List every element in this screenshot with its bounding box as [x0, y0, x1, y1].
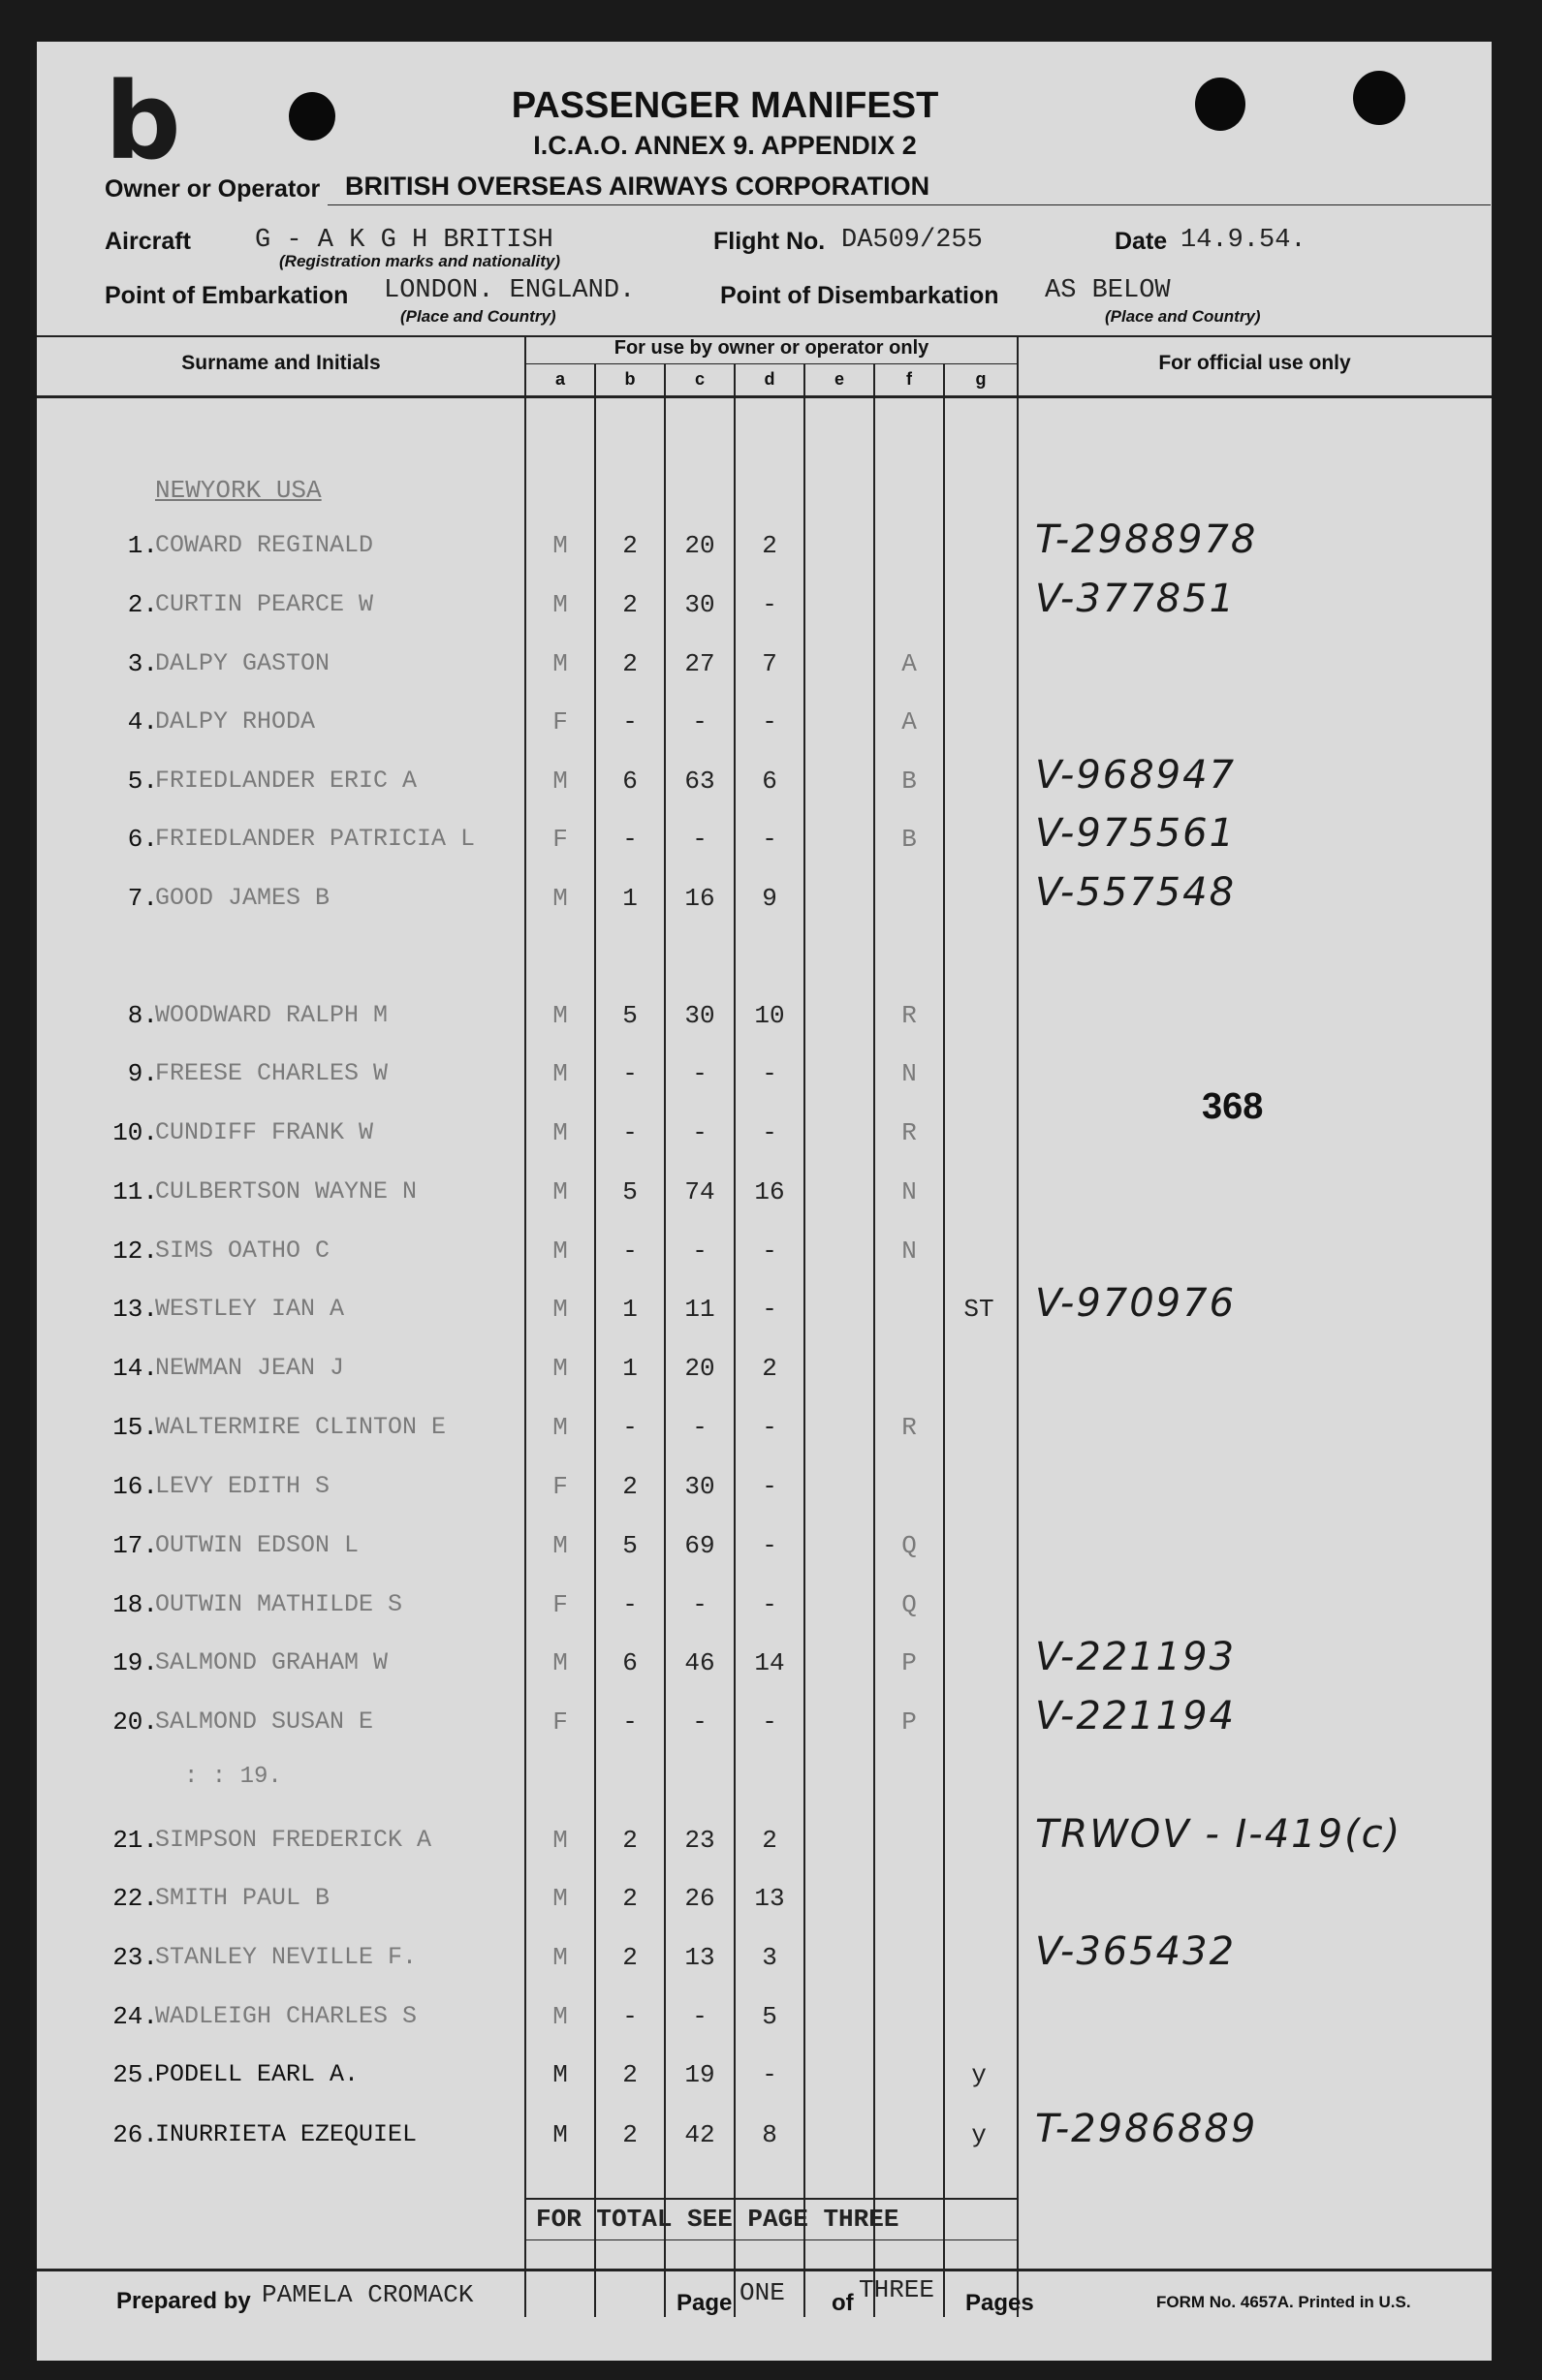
cell-a: M — [552, 649, 568, 678]
cell-a: M — [552, 1354, 568, 1383]
cell-c: 27 — [684, 649, 715, 678]
cell-f: B — [901, 825, 917, 854]
cell-f: R — [901, 1413, 917, 1442]
prepared-value: PAMELA CROMACK — [262, 2280, 474, 2309]
cell-d: - — [762, 825, 777, 854]
col-line-official — [1017, 335, 1019, 2317]
cell-b: 1 — [622, 1295, 638, 1324]
cell-a: M — [552, 767, 568, 796]
cell-d: - — [762, 1413, 777, 1442]
passenger-name: NEWMAN JEAN J — [155, 1354, 345, 1382]
pages-label: Pages — [965, 2290, 1034, 2316]
row-number: 15. — [112, 1413, 158, 1442]
cell-b: 2 — [622, 590, 638, 619]
cell-f: Q — [901, 1590, 917, 1619]
cell-a: F — [552, 707, 568, 736]
form-label: FORM No. 4657A. Printed in U.S. — [1156, 2293, 1411, 2311]
embark-value: LONDON. ENGLAND. — [384, 276, 636, 305]
passenger-name: CURTIN PEARCE W — [155, 590, 374, 618]
passenger-name: CUNDIFF FRANK W — [155, 1118, 374, 1146]
cell-a: M — [552, 2120, 568, 2149]
cell-a: M — [552, 1943, 568, 1972]
cell-d: - — [762, 1295, 777, 1324]
page-label: Page — [677, 2290, 733, 2316]
punch-hole-right — [1353, 71, 1405, 125]
page-value: ONE — [740, 2278, 785, 2307]
date-value: 14.9.54. — [1180, 226, 1306, 255]
cell-b: - — [622, 1118, 638, 1147]
cell-b: 2 — [622, 2060, 638, 2089]
cell-f: P — [901, 1648, 917, 1677]
cell-b: 2 — [622, 531, 638, 560]
cell-a: M — [552, 1648, 568, 1677]
cell-d: 8 — [762, 2120, 777, 2149]
row-number: 11. — [112, 1177, 158, 1206]
cell-c: 46 — [684, 1648, 715, 1677]
col-group-header: For use by owner or operator only — [614, 337, 929, 359]
cell-f: A — [901, 649, 917, 678]
disembark-note: (Place and Country) — [1105, 307, 1261, 326]
disembark-label: Point of Disembarkation — [720, 282, 999, 309]
cell-d: 10 — [754, 1001, 785, 1030]
sub-col-g: g — [975, 369, 987, 389]
cell-c: 20 — [684, 1354, 715, 1383]
row-number: 6. — [127, 825, 158, 854]
row-number: 19. — [112, 1648, 158, 1677]
cell-c: - — [692, 1413, 708, 1442]
cell-b: 2 — [622, 649, 638, 678]
passenger-name: DALPY RHODA — [155, 707, 316, 736]
cell-g: y — [971, 2060, 987, 2089]
cell-c: - — [692, 1707, 708, 1737]
cell-d: - — [762, 1707, 777, 1737]
cell-a: M — [552, 1059, 568, 1088]
cell-b: 2 — [622, 1472, 638, 1501]
cell-b: 6 — [622, 767, 638, 796]
midline-note: : : 19. — [184, 1764, 282, 1790]
cell-a: M — [552, 1237, 568, 1266]
aircraft-value: G - A K G H BRITISH — [255, 226, 553, 255]
embark-note: (Place and Country) — [400, 307, 556, 326]
cell-d: - — [762, 590, 777, 619]
passenger-name: WESTLEY IAN A — [155, 1295, 345, 1323]
row-number: 25. — [112, 2060, 158, 2089]
row-number: 5. — [127, 767, 158, 796]
row-number: 26. — [112, 2120, 158, 2149]
cell-c: - — [692, 707, 708, 736]
cell-b: 5 — [622, 1001, 638, 1030]
cell-d: 9 — [762, 884, 777, 913]
cell-b: - — [622, 2002, 638, 2031]
cell-d: - — [762, 1472, 777, 1501]
passenger-name: PODELL EARL A. — [155, 2060, 360, 2088]
cell-d: - — [762, 1118, 777, 1147]
cell-a: M — [552, 590, 568, 619]
cell-d: 5 — [762, 2002, 777, 2031]
total-note: FOR TOTAL SEE PAGE THREE — [536, 2205, 899, 2234]
cell-b: - — [622, 1590, 638, 1619]
aircraft-label: Aircraft — [105, 228, 191, 255]
cell-c: 13 — [684, 1943, 715, 1972]
passenger-name: DALPY GASTON — [155, 649, 330, 677]
row-number: 2. — [127, 590, 158, 619]
row-number: 13. — [112, 1295, 158, 1324]
cell-d: - — [762, 1531, 777, 1560]
cell-c: 30 — [684, 1472, 715, 1501]
sub-col-b: b — [624, 369, 636, 389]
passenger-name: GOOD JAMES B — [155, 884, 330, 912]
cell-d: - — [762, 2060, 777, 2089]
passenger-name: COWARD REGINALD — [155, 531, 374, 559]
cell-b: - — [622, 1707, 638, 1737]
cell-d: - — [762, 1059, 777, 1088]
cell-c: 26 — [684, 1884, 715, 1913]
cell-b: 5 — [622, 1531, 638, 1560]
cell-a: M — [552, 1295, 568, 1324]
cell-b: 6 — [622, 1648, 638, 1677]
passenger-name: SIMS OATHO C — [155, 1237, 330, 1265]
flight-value: DA509/255 — [841, 226, 983, 255]
col-official-header: For official use only — [1158, 352, 1351, 374]
cell-f: N — [901, 1177, 917, 1206]
row-number: 20. — [112, 1707, 158, 1737]
table-header-bottom — [37, 395, 1492, 398]
row-number: 7. — [127, 884, 158, 913]
row-number: 9. — [127, 1059, 158, 1088]
sub-col-e: e — [834, 369, 844, 389]
cell-a: M — [552, 884, 568, 913]
flight-label: Flight No. — [713, 228, 826, 255]
cell-d: 2 — [762, 1826, 777, 1855]
row-number: 23. — [112, 1943, 158, 1972]
row-number: 8. — [127, 1001, 158, 1030]
cell-b: - — [622, 1059, 638, 1088]
row-number: 18. — [112, 1590, 158, 1619]
official-entry: V-968947 — [1035, 753, 1237, 798]
row-number: 3. — [127, 649, 158, 678]
cell-a: F — [552, 1472, 568, 1501]
cell-d: - — [762, 1590, 777, 1619]
cell-f: A — [901, 707, 917, 736]
footer-top-border — [37, 2269, 1492, 2271]
cell-b: 2 — [622, 1826, 638, 1855]
cell-a: M — [552, 1118, 568, 1147]
cell-a: M — [552, 2060, 568, 2089]
passenger-name: FRIEDLANDER ERIC A — [155, 767, 418, 795]
passenger-name: SIMPSON FREDERICK A — [155, 1826, 432, 1854]
cell-a: M — [552, 1531, 568, 1560]
cell-c: - — [692, 1059, 708, 1088]
cell-c: 69 — [684, 1531, 715, 1560]
cell-a: M — [552, 531, 568, 560]
official-entry: T-2988978 — [1035, 517, 1258, 562]
sub-col-d: d — [764, 369, 775, 389]
cell-d: - — [762, 1237, 777, 1266]
cell-a: M — [552, 2002, 568, 2031]
cell-f: B — [901, 767, 917, 796]
cell-b: 1 — [622, 1354, 638, 1383]
cell-f: R — [901, 1001, 917, 1030]
cell-a: M — [552, 1826, 568, 1855]
row-number: 16. — [112, 1472, 158, 1501]
official-entry: V-221194 — [1035, 1694, 1237, 1738]
cell-b: - — [622, 1237, 638, 1266]
page-subtitle: I.C.A.O. ANNEX 9. APPENDIX 2 — [533, 131, 917, 160]
row-number: 10. — [112, 1118, 158, 1147]
col-line-g — [943, 364, 945, 2317]
sub-col-c: c — [694, 369, 705, 389]
cell-b: 2 — [622, 2120, 638, 2149]
cell-b: 2 — [622, 1884, 638, 1913]
owner-underline — [328, 204, 1491, 205]
passenger-name: FREESE CHARLES W — [155, 1059, 389, 1087]
passenger-name: SALMOND SUSAN E — [155, 1707, 374, 1736]
cell-f: N — [901, 1059, 917, 1088]
sub-col-f: f — [906, 369, 912, 389]
passenger-name: WADLEIGH CHARLES S — [155, 2002, 418, 2030]
cell-c: 11 — [684, 1295, 715, 1324]
total-bottom-line — [525, 2239, 1018, 2240]
aircraft-note: (Registration marks and nationality) — [279, 252, 560, 270]
col-line-e — [803, 364, 805, 2317]
official-entry: V-975561 — [1035, 811, 1237, 856]
cell-a: M — [552, 1001, 568, 1030]
corner-mark: b — [105, 59, 181, 183]
cell-c: 30 — [684, 1001, 715, 1030]
owner-label: Owner or Operator — [105, 175, 321, 203]
stamp-number: 368 — [1202, 1086, 1264, 1127]
cell-a: F — [552, 1590, 568, 1619]
cell-a: F — [552, 1707, 568, 1737]
section-label: NEWYORK USA — [155, 476, 322, 505]
cell-c: 63 — [684, 767, 715, 796]
row-number: 12. — [112, 1237, 158, 1266]
cell-c: 19 — [684, 2060, 715, 2089]
cell-c: 16 — [684, 884, 715, 913]
row-number: 1. — [127, 531, 158, 560]
cell-c: - — [692, 1237, 708, 1266]
cell-d: - — [762, 707, 777, 736]
page-title: PASSENGER MANIFEST — [511, 85, 939, 126]
manifest-page — [37, 42, 1492, 2361]
cell-f: P — [901, 1707, 917, 1737]
cell-a: M — [552, 1413, 568, 1442]
cell-d: 7 — [762, 649, 777, 678]
cell-a: F — [552, 825, 568, 854]
cell-d: 6 — [762, 767, 777, 796]
cell-g: y — [971, 2120, 987, 2149]
sub-col-a: a — [554, 369, 565, 389]
row-number: 4. — [127, 707, 158, 736]
cell-c: - — [692, 2002, 708, 2031]
cell-c: 42 — [684, 2120, 715, 2149]
row-number: 21. — [112, 1826, 158, 1855]
cell-b: 5 — [622, 1177, 638, 1206]
row-number: 24. — [112, 2002, 158, 2031]
passenger-name: WOODWARD RALPH M — [155, 1001, 389, 1029]
cell-b: - — [622, 1413, 638, 1442]
official-entry: V-377851 — [1035, 577, 1237, 621]
cell-a: M — [552, 1884, 568, 1913]
cell-g: ST — [963, 1295, 994, 1324]
date-label: Date — [1115, 228, 1168, 255]
passenger-name: SALMOND GRAHAM W — [155, 1648, 389, 1676]
cell-c: 30 — [684, 590, 715, 619]
official-entry: TRWOV - I-419(c) — [1035, 1812, 1402, 1857]
owner-value: BRITISH OVERSEAS AIRWAYS CORPORATION — [345, 172, 930, 201]
cell-b: - — [622, 707, 638, 736]
passenger-name: OUTWIN EDSON L — [155, 1531, 360, 1559]
official-entry: V-970976 — [1035, 1281, 1237, 1326]
official-entry: V-221193 — [1035, 1635, 1237, 1679]
disembark-value: AS BELOW — [1045, 276, 1171, 305]
of-label: of — [832, 2290, 854, 2316]
cell-c: 23 — [684, 1826, 715, 1855]
row-number: 14. — [112, 1354, 158, 1383]
passenger-name: INURRIETA EZEQUIEL — [155, 2120, 418, 2148]
cell-a: M — [552, 1177, 568, 1206]
prepared-label: Prepared by — [116, 2288, 251, 2314]
cell-d: 3 — [762, 1943, 777, 1972]
passenger-name: FRIEDLANDER PATRICIA L — [155, 825, 476, 853]
cell-d: 16 — [754, 1177, 785, 1206]
row-number: 22. — [112, 1884, 158, 1913]
punch-hole-left — [289, 92, 335, 141]
cell-c: 20 — [684, 531, 715, 560]
cell-b: 2 — [622, 1943, 638, 1972]
cell-c: - — [692, 825, 708, 854]
official-entry: V-557548 — [1035, 870, 1237, 915]
official-entry: T-2986889 — [1035, 2107, 1258, 2151]
cell-f: N — [901, 1237, 917, 1266]
col-name-header: Surname and Initials — [181, 352, 381, 374]
passenger-name: CULBERTSON WAYNE N — [155, 1177, 418, 1206]
cell-b: 1 — [622, 884, 638, 913]
cell-d: 2 — [762, 1354, 777, 1383]
total-top-line — [525, 2198, 1018, 2200]
cell-c: - — [692, 1590, 708, 1619]
embark-label: Point of Embarkation — [105, 282, 349, 309]
cell-f: R — [901, 1118, 917, 1147]
cell-d: 13 — [754, 1884, 785, 1913]
cell-d: 2 — [762, 531, 777, 560]
passenger-name: SMITH PAUL B — [155, 1884, 330, 1912]
cell-c: - — [692, 1118, 708, 1147]
row-number: 17. — [112, 1531, 158, 1560]
official-entry: V-365432 — [1035, 1929, 1237, 1974]
punch-hole-middle — [1195, 78, 1245, 131]
cell-f: Q — [901, 1531, 917, 1560]
of-value: THREE — [859, 2275, 935, 2304]
cell-c: 74 — [684, 1177, 715, 1206]
passenger-name: OUTWIN MATHILDE S — [155, 1590, 403, 1618]
passenger-name: STANLEY NEVILLE F. — [155, 1943, 418, 1971]
passenger-name: LEVY EDITH S — [155, 1472, 330, 1500]
cell-b: - — [622, 825, 638, 854]
cell-d: 14 — [754, 1648, 785, 1677]
passenger-name: WALTERMIRE CLINTON E — [155, 1413, 447, 1441]
